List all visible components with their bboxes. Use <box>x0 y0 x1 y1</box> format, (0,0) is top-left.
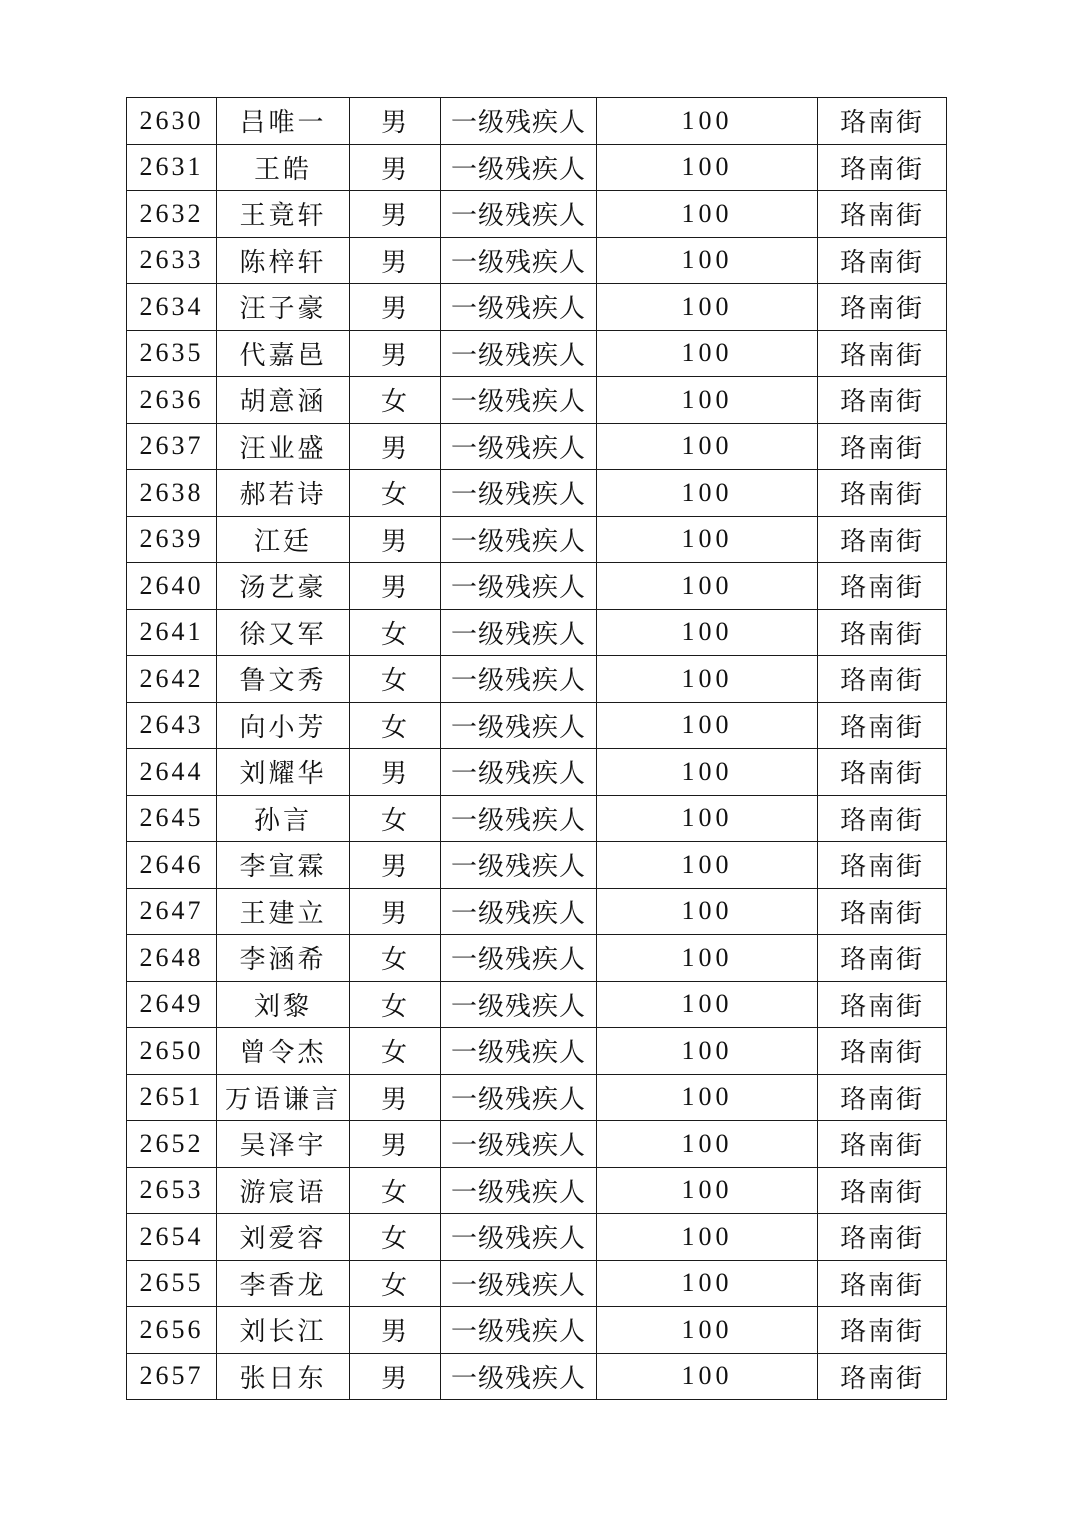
table-row <box>127 842 947 889</box>
amount-cell: 100 <box>597 563 818 610</box>
amount-cell: 100 <box>597 237 818 284</box>
table-row <box>127 888 947 935</box>
serial-number-cell: 2643 <box>127 702 217 749</box>
gender-cell: 男 <box>350 98 441 145</box>
street-cell: 珞南街 <box>818 702 947 749</box>
serial-number-cell: 2644 <box>127 749 217 796</box>
disability-level-cell: 一级残疾人 <box>441 377 597 424</box>
gender-cell: 男 <box>350 563 441 610</box>
name-cell: 向小芳 <box>217 702 350 749</box>
name-cell: 万语谦言 <box>217 1074 350 1121</box>
street-cell: 珞南街 <box>818 1121 947 1168</box>
serial-number-cell: 2654 <box>127 1214 217 1261</box>
street-cell: 珞南街 <box>818 1167 947 1214</box>
serial-number-cell: 2652 <box>127 1121 217 1168</box>
table-row <box>127 98 947 145</box>
gender-cell: 女 <box>350 1028 441 1075</box>
serial-number-cell: 2655 <box>127 1260 217 1307</box>
disability-level-cell: 一级残疾人 <box>441 284 597 331</box>
roster-table-container <box>126 97 946 1400</box>
street-cell: 珞南街 <box>818 842 947 889</box>
street-cell: 珞南街 <box>818 144 947 191</box>
roster-table-body <box>127 98 947 1400</box>
disability-level-cell: 一级残疾人 <box>441 237 597 284</box>
amount-cell: 100 <box>597 1028 818 1075</box>
street-cell: 珞南街 <box>818 423 947 470</box>
disability-level-cell: 一级残疾人 <box>441 470 597 517</box>
table-row <box>127 191 947 238</box>
street-cell: 珞南街 <box>818 330 947 377</box>
street-cell: 珞南街 <box>818 284 947 331</box>
street-cell: 珞南街 <box>818 609 947 656</box>
gender-cell: 女 <box>350 935 441 982</box>
serial-number-cell: 2645 <box>127 795 217 842</box>
gender-cell: 女 <box>350 656 441 703</box>
amount-cell: 100 <box>597 888 818 935</box>
name-cell: 陈梓轩 <box>217 237 350 284</box>
amount-cell: 100 <box>597 377 818 424</box>
amount-cell: 100 <box>597 1074 818 1121</box>
serial-number-cell: 2656 <box>127 1307 217 1354</box>
street-cell: 珞南街 <box>818 1353 947 1400</box>
amount-cell: 100 <box>597 144 818 191</box>
table-row <box>127 144 947 191</box>
gender-cell: 男 <box>350 284 441 331</box>
table-row <box>127 981 947 1028</box>
disability-level-cell: 一级残疾人 <box>441 702 597 749</box>
name-cell: 曾令杰 <box>217 1028 350 1075</box>
disability-level-cell: 一级残疾人 <box>441 1307 597 1354</box>
disability-level-cell: 一级残疾人 <box>441 1121 597 1168</box>
street-cell: 珞南街 <box>818 1260 947 1307</box>
street-cell: 珞南街 <box>818 1074 947 1121</box>
name-cell: 江廷 <box>217 516 350 563</box>
street-cell: 珞南街 <box>818 795 947 842</box>
street-cell: 珞南街 <box>818 749 947 796</box>
table-row <box>127 1307 947 1354</box>
serial-number-cell: 2641 <box>127 609 217 656</box>
gender-cell: 女 <box>350 470 441 517</box>
gender-cell: 男 <box>350 1074 441 1121</box>
amount-cell: 100 <box>597 1260 818 1307</box>
amount-cell: 100 <box>597 1121 818 1168</box>
serial-number-cell: 2630 <box>127 98 217 145</box>
amount-cell: 100 <box>597 1214 818 1261</box>
table-row <box>127 284 947 331</box>
gender-cell: 男 <box>350 516 441 563</box>
disability-level-cell: 一级残疾人 <box>441 1260 597 1307</box>
name-cell: 游宸语 <box>217 1167 350 1214</box>
amount-cell: 100 <box>597 330 818 377</box>
disability-level-cell: 一级残疾人 <box>441 423 597 470</box>
table-row <box>127 563 947 610</box>
serial-number-cell: 2631 <box>127 144 217 191</box>
name-cell: 汤艺豪 <box>217 563 350 610</box>
disability-level-cell: 一级残疾人 <box>441 656 597 703</box>
disability-level-cell: 一级残疾人 <box>441 1028 597 1075</box>
street-cell: 珞南街 <box>818 237 947 284</box>
gender-cell: 男 <box>350 1121 441 1168</box>
serial-number-cell: 2637 <box>127 423 217 470</box>
disability-level-cell: 一级残疾人 <box>441 935 597 982</box>
street-cell: 珞南街 <box>818 1028 947 1075</box>
disability-level-cell: 一级残疾人 <box>441 516 597 563</box>
table-row <box>127 1167 947 1214</box>
name-cell: 鲁文秀 <box>217 656 350 703</box>
gender-cell: 男 <box>350 144 441 191</box>
gender-cell: 女 <box>350 377 441 424</box>
table-row <box>127 1260 947 1307</box>
gender-cell: 男 <box>350 237 441 284</box>
disability-level-cell: 一级残疾人 <box>441 609 597 656</box>
amount-cell: 100 <box>597 1307 818 1354</box>
table-row <box>127 935 947 982</box>
gender-cell: 男 <box>350 842 441 889</box>
disability-level-cell: 一级残疾人 <box>441 98 597 145</box>
disability-level-cell: 一级残疾人 <box>441 795 597 842</box>
street-cell: 珞南街 <box>818 888 947 935</box>
name-cell: 徐又军 <box>217 609 350 656</box>
table-row <box>127 656 947 703</box>
gender-cell: 女 <box>350 609 441 656</box>
name-cell: 李香龙 <box>217 1260 350 1307</box>
name-cell: 刘耀华 <box>217 749 350 796</box>
serial-number-cell: 2635 <box>127 330 217 377</box>
name-cell: 代嘉邑 <box>217 330 350 377</box>
gender-cell: 男 <box>350 1307 441 1354</box>
name-cell: 吴泽宇 <box>217 1121 350 1168</box>
name-cell: 刘黎 <box>217 981 350 1028</box>
serial-number-cell: 2634 <box>127 284 217 331</box>
table-row <box>127 1121 947 1168</box>
amount-cell: 100 <box>597 1353 818 1400</box>
table-row <box>127 609 947 656</box>
amount-cell: 100 <box>597 284 818 331</box>
disability-level-cell: 一级残疾人 <box>441 1353 597 1400</box>
name-cell: 吕唯一 <box>217 98 350 145</box>
amount-cell: 100 <box>597 981 818 1028</box>
serial-number-cell: 2646 <box>127 842 217 889</box>
serial-number-cell: 2649 <box>127 981 217 1028</box>
serial-number-cell: 2640 <box>127 563 217 610</box>
disability-level-cell: 一级残疾人 <box>441 981 597 1028</box>
disability-level-cell: 一级残疾人 <box>441 1214 597 1261</box>
street-cell: 珞南街 <box>818 1307 947 1354</box>
disability-level-cell: 一级残疾人 <box>441 842 597 889</box>
name-cell: 刘长江 <box>217 1307 350 1354</box>
name-cell: 郝若诗 <box>217 470 350 517</box>
table-row <box>127 330 947 377</box>
amount-cell: 100 <box>597 191 818 238</box>
amount-cell: 100 <box>597 516 818 563</box>
disability-level-cell: 一级残疾人 <box>441 330 597 377</box>
amount-cell: 100 <box>597 470 818 517</box>
gender-cell: 女 <box>350 981 441 1028</box>
street-cell: 珞南街 <box>818 981 947 1028</box>
name-cell: 孙言 <box>217 795 350 842</box>
serial-number-cell: 2642 <box>127 656 217 703</box>
amount-cell: 100 <box>597 749 818 796</box>
table-row <box>127 470 947 517</box>
street-cell: 珞南街 <box>818 656 947 703</box>
amount-cell: 100 <box>597 98 818 145</box>
amount-cell: 100 <box>597 656 818 703</box>
amount-cell: 100 <box>597 702 818 749</box>
name-cell: 王竟轩 <box>217 191 350 238</box>
gender-cell: 女 <box>350 1214 441 1261</box>
table-row <box>127 377 947 424</box>
serial-number-cell: 2657 <box>127 1353 217 1400</box>
serial-number-cell: 2633 <box>127 237 217 284</box>
serial-number-cell: 2647 <box>127 888 217 935</box>
table-row <box>127 1214 947 1261</box>
name-cell: 汪子豪 <box>217 284 350 331</box>
street-cell: 珞南街 <box>818 1214 947 1261</box>
serial-number-cell: 2636 <box>127 377 217 424</box>
serial-number-cell: 2648 <box>127 935 217 982</box>
name-cell: 王皓 <box>217 144 350 191</box>
gender-cell: 女 <box>350 795 441 842</box>
gender-cell: 男 <box>350 423 441 470</box>
gender-cell: 男 <box>350 191 441 238</box>
gender-cell: 女 <box>350 1260 441 1307</box>
gender-cell: 男 <box>350 1353 441 1400</box>
table-row <box>127 795 947 842</box>
disability-level-cell: 一级残疾人 <box>441 191 597 238</box>
name-cell: 王建立 <box>217 888 350 935</box>
disability-subsidy-roster-table <box>126 97 947 1400</box>
table-row <box>127 1353 947 1400</box>
street-cell: 珞南街 <box>818 935 947 982</box>
street-cell: 珞南街 <box>818 516 947 563</box>
gender-cell: 男 <box>350 749 441 796</box>
amount-cell: 100 <box>597 795 818 842</box>
disability-level-cell: 一级残疾人 <box>441 1074 597 1121</box>
amount-cell: 100 <box>597 935 818 982</box>
serial-number-cell: 2651 <box>127 1074 217 1121</box>
table-row <box>127 237 947 284</box>
serial-number-cell: 2638 <box>127 470 217 517</box>
disability-level-cell: 一级残疾人 <box>441 749 597 796</box>
name-cell: 汪业盛 <box>217 423 350 470</box>
name-cell: 胡意涵 <box>217 377 350 424</box>
serial-number-cell: 2632 <box>127 191 217 238</box>
name-cell: 李宣霖 <box>217 842 350 889</box>
street-cell: 珞南街 <box>818 377 947 424</box>
serial-number-cell: 2650 <box>127 1028 217 1075</box>
amount-cell: 100 <box>597 609 818 656</box>
street-cell: 珞南街 <box>818 563 947 610</box>
serial-number-cell: 2639 <box>127 516 217 563</box>
gender-cell: 女 <box>350 702 441 749</box>
gender-cell: 男 <box>350 888 441 935</box>
name-cell: 张日东 <box>217 1353 350 1400</box>
disability-level-cell: 一级残疾人 <box>441 144 597 191</box>
amount-cell: 100 <box>597 423 818 470</box>
table-row <box>127 516 947 563</box>
gender-cell: 男 <box>350 330 441 377</box>
table-row <box>127 702 947 749</box>
amount-cell: 100 <box>597 842 818 889</box>
street-cell: 珞南街 <box>818 191 947 238</box>
table-row <box>127 1028 947 1075</box>
table-row <box>127 1074 947 1121</box>
name-cell: 李涵希 <box>217 935 350 982</box>
table-row <box>127 749 947 796</box>
name-cell: 刘爱容 <box>217 1214 350 1261</box>
gender-cell: 女 <box>350 1167 441 1214</box>
serial-number-cell: 2653 <box>127 1167 217 1214</box>
disability-level-cell: 一级残疾人 <box>441 563 597 610</box>
street-cell: 珞南街 <box>818 98 947 145</box>
disability-level-cell: 一级残疾人 <box>441 1167 597 1214</box>
table-row <box>127 423 947 470</box>
street-cell: 珞南街 <box>818 470 947 517</box>
amount-cell: 100 <box>597 1167 818 1214</box>
disability-level-cell: 一级残疾人 <box>441 888 597 935</box>
